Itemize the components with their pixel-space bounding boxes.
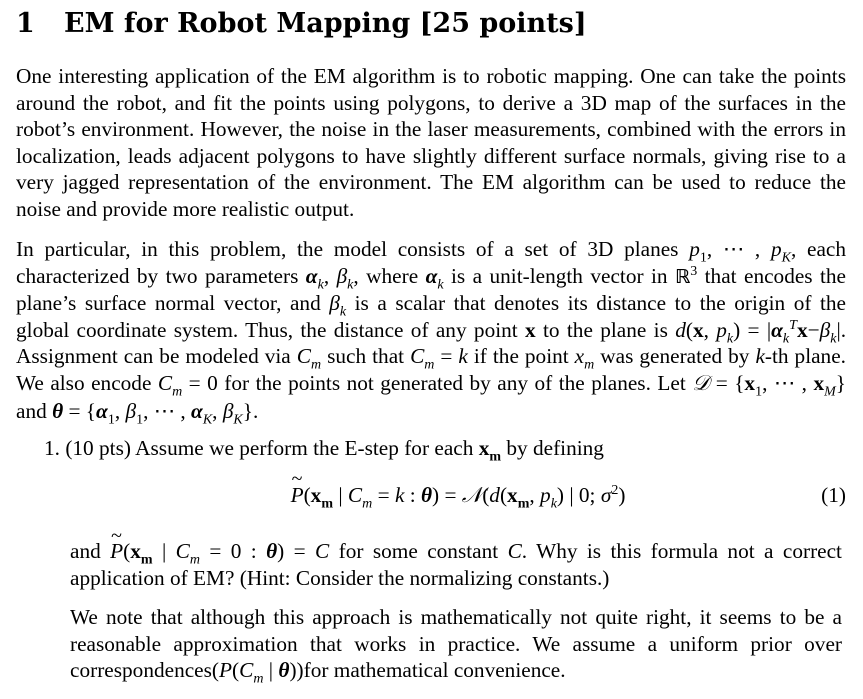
section-number: 1 bbox=[16, 8, 35, 39]
model-paragraph: In particular, in this problem, the model consists of a set of 3D planes $p_1$, ⋯ , $p_K$, each characterized by two parameters $\alpha_k$, $\beta_k$, where $\alpha_k$ is a unit-length vector in ℝ$^3$ that encodes the plane’s surface normal vector, and $\beta_k$ is a scalar that denotes its distance to the origin of the global coordinate system. Thus, the distance of any point x to the plane is d(x, $p_k) = |\alpha_k^Tx-\beta_k|$. Assignment can be modeled via $C_m$ such that $C_m = k$ if the point $x_m$ was generated by k-th plane. We also encode $C_m = 0$ for the points not generated by any of the planes. Let 𝒟 = {$x_1$, ⋯ , $x_M$} and $\theta = \{\alpha_1$, $\beta_1$, ⋯ , $\alpha_K$, $\beta_K$}. bbox=[16, 237, 847, 427]
section-heading bbox=[16, 8, 587, 39]
section-title: EM for Robot Mapping [25 points] bbox=[64, 8, 587, 39]
equation-number: (1) bbox=[821, 483, 846, 507]
question-note: We note that although this approach is mathematically not quite right, it seems to be a reasonable approximation that works in practice. We assume a uniform prior over $correspondences(P(C_m$ | θ))for mathematical convenience. bbox=[70, 605, 842, 687]
question-item: 1. (10 pts) Assume we perform the E-step for each $x_m$ by defining bbox=[44, 436, 604, 465]
item-marker: 1. bbox=[44, 436, 60, 460]
question-body: and ~ $P(x_m$ | $C_m = 0$ : θ) = C for some constant C. Why is this formula not a correct application of EM? (Hint: Consider the normalizing constants.) bbox=[70, 538, 842, 591]
equation-1: ~ $P(x_m$ | $C_m = k$ : $\theta) = 𝒩(d(x_m$, $p_k$) | 0; $\sigma^2$) (1) bbox=[70, 483, 846, 508]
intro-paragraph: One interesting application of the EM algorithm is to robotic mapping. One can take the points around the robot, and fit the points using polygons, to derive a 3D map of the surfaces in the robot’s environment. However, the noise in the laser measurements, combined with the errors in localization, leads adjacent polygons to have slightly different surface normals, giving rise to a very jagged representation of the environment. The EM algorithm can be used to reduce the noise and provide more realistic output. bbox=[16, 64, 846, 221]
